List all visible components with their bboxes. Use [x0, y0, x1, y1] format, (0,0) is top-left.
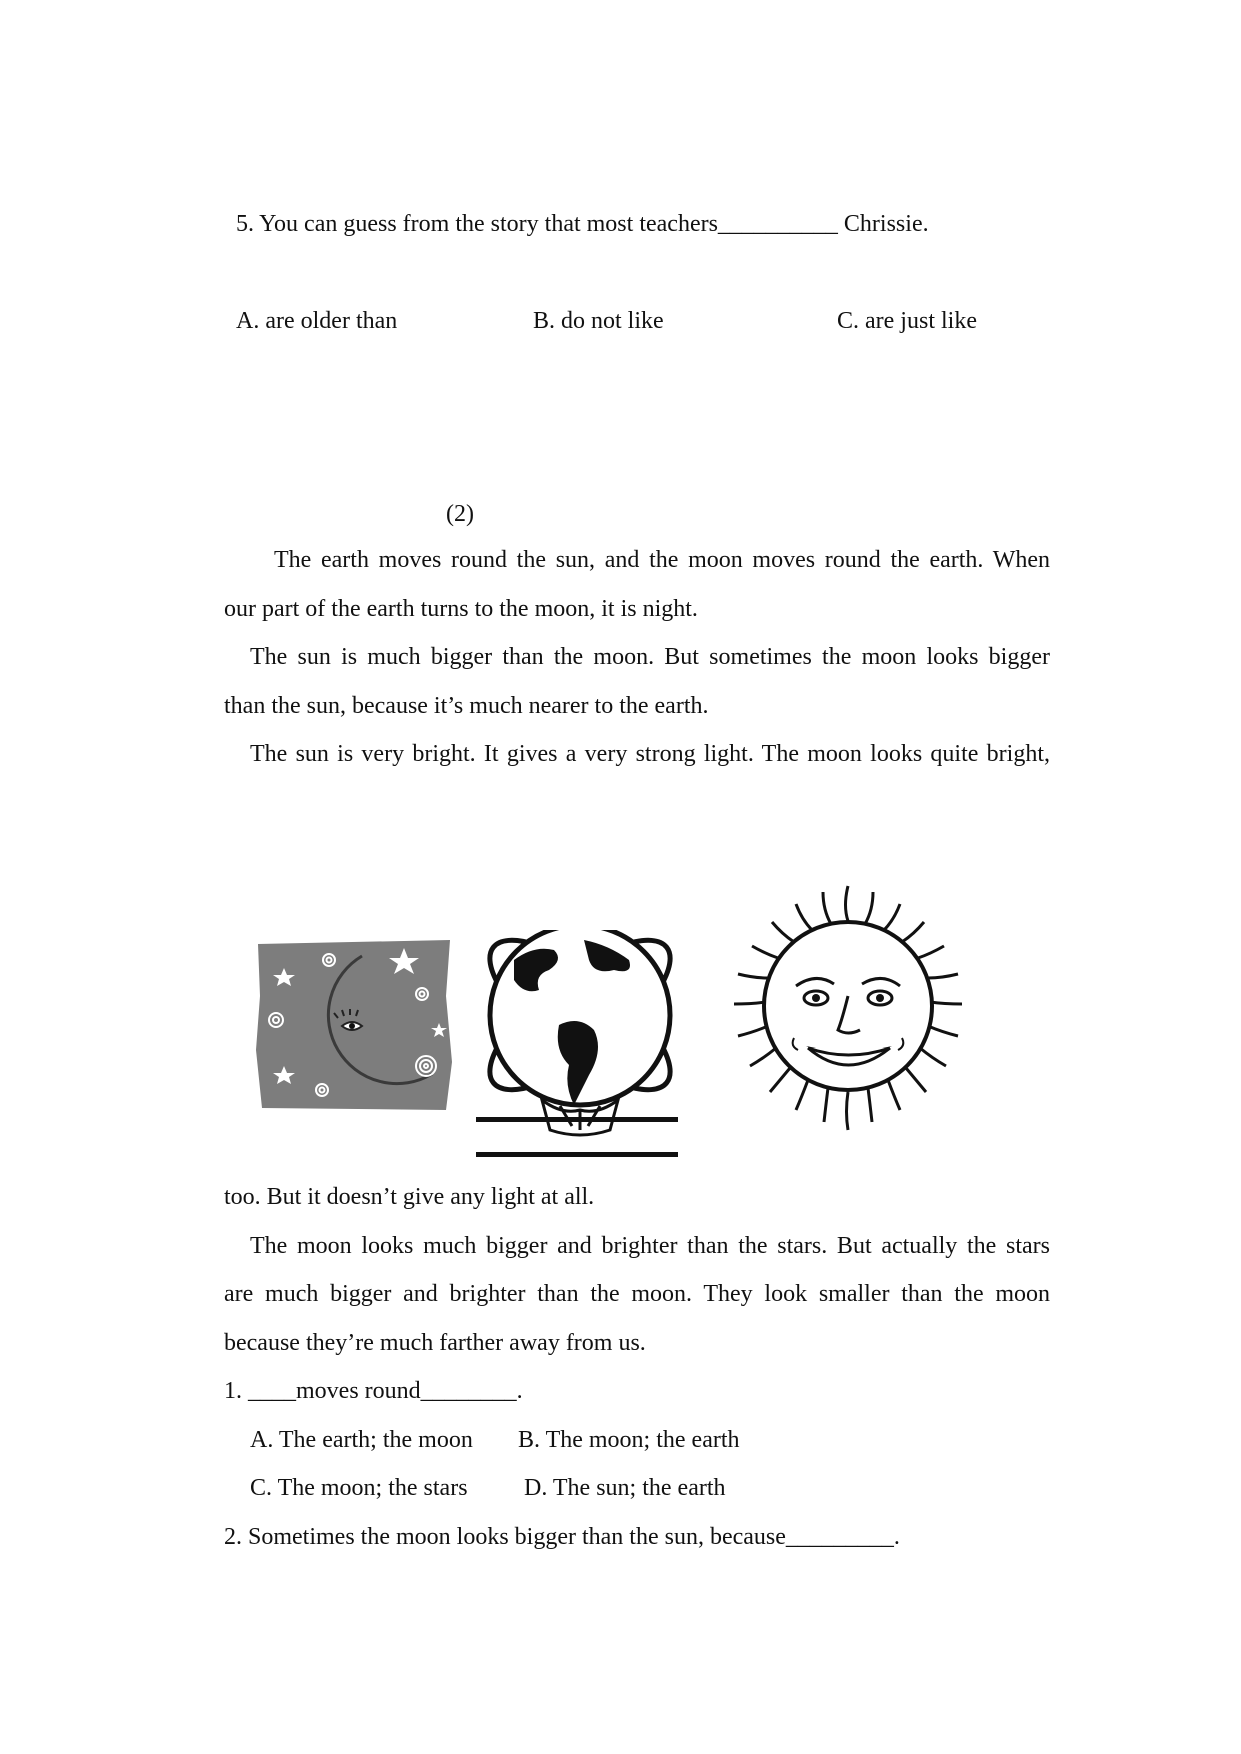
passage-p1-line2: our part of the earth turns to the moon, it is night. — [224, 596, 698, 622]
passage-p2-line1: The sun is much bigger than the moon. But sometimes the moon looks bigger — [250, 644, 1050, 670]
question-5-option-c: C. are just like — [837, 308, 977, 334]
question-1-option-b: B. The moon; the earth — [518, 1427, 740, 1453]
section-label: (2) — [446, 501, 474, 527]
passage-p4-line2: are much bigger and brighter than the moon. They look smaller than the moon — [224, 1281, 1050, 1307]
question-1-option-a: A. The earth; the moon — [250, 1427, 473, 1453]
question-5-option-a: A. are older than — [236, 308, 398, 334]
crescent-moon-icon — [254, 938, 454, 1113]
question-2-stem: 2. Sometimes the moon looks bigger than the sun, because_________. — [224, 1524, 900, 1550]
question-5-stem: 5. You can guess from the story that most teachers__________ Chrissie. — [236, 211, 929, 237]
passage-p4-line3: because they’re much farther away from us. — [224, 1330, 646, 1356]
passage-p4-line1: The moon looks much bigger and brighter than the stars. But actually the stars — [250, 1233, 1050, 1259]
question-1-option-d: D. The sun; the earth — [524, 1475, 726, 1501]
question-1-option-c: C. The moon; the stars — [250, 1475, 468, 1501]
question-1-stem: 1. ____moves round________. — [224, 1378, 523, 1404]
passage-p3-line1: The sun is very bright. It gives a very strong light. The moon looks quite bright, — [250, 741, 1050, 767]
passage-p1-line1: The earth moves round the sun, and the moon moves round the earth. When — [274, 547, 1050, 573]
smiling-sun-icon — [708, 878, 988, 1138]
passage-p3-line2: too. But it doesn’t give any light at all. — [224, 1184, 595, 1210]
globe-icon — [464, 930, 696, 1162]
passage-p2-line2: than the sun, because it’s much nearer to the earth. — [224, 693, 709, 719]
question-5-option-b: B. do not like — [533, 308, 664, 334]
